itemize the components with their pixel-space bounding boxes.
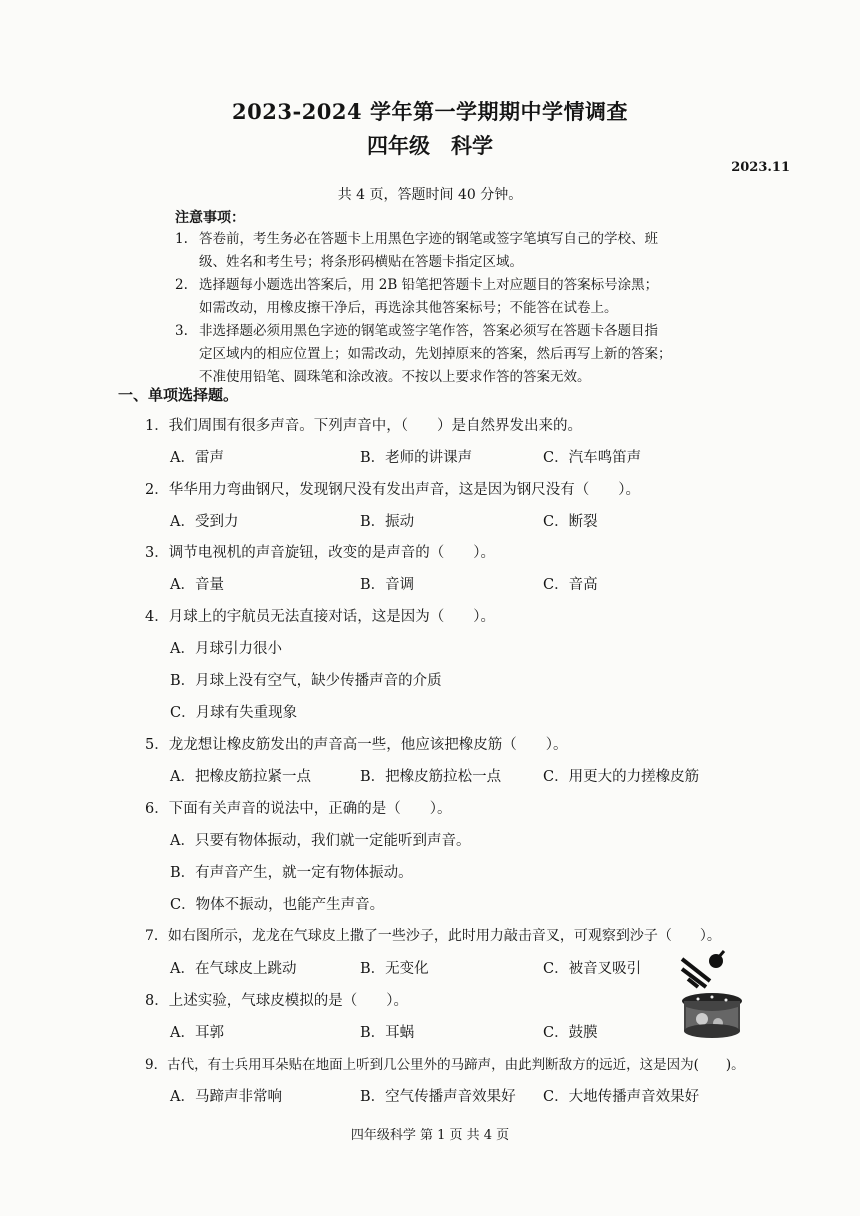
- question-option: B．空气传播声音效果好: [360, 1089, 516, 1105]
- notice-line: 不准使用铅笔、圆珠笔和涂改液。不按以上要求作答的答案无效。: [199, 369, 591, 385]
- notice-line: 如需改动，用橡皮擦干净后，再选涂其他答案标号；不能答在试卷上。: [199, 300, 618, 316]
- notice-number: 3.: [175, 323, 188, 339]
- notice-item: [175, 228, 735, 274]
- notice-number: 2.: [175, 277, 188, 293]
- question-option: C．鼓膜: [543, 1025, 598, 1041]
- notice-line: 级、姓名和考生号；将条形码横贴在答题卡指定区域。: [199, 254, 523, 270]
- question-option: B．振动: [360, 514, 415, 530]
- question-option: A．受到力: [170, 514, 239, 530]
- question-option: A．把橡皮筋拉紧一点: [170, 769, 311, 785]
- notice-line: 答卷前，考生务必在答题卡上用黑色字迹的钢笔或签字笔填写自己的学校、班: [199, 231, 658, 247]
- question-option: A．耳郭: [170, 1025, 224, 1041]
- exam-date: 2023.11: [731, 160, 790, 175]
- question-stem: 3．调节电视机的声音旋钮，改变的是声音的（ ）。: [145, 545, 495, 561]
- question-option: B．音调: [360, 577, 415, 593]
- notice-title: 注意事项：: [175, 210, 245, 226]
- question-stem: 9．古代，有士兵用耳朵贴在地面上听到几公里外的马蹄声，由此判断敌方的远近，这是因为( )。: [145, 1057, 745, 1073]
- question-option: C．断裂: [543, 514, 598, 530]
- question-stem: 7．如右图所示，龙龙在气球皮上撒了一些沙子，此时用力敲击音叉，可观察到沙子（ ）。: [145, 928, 721, 944]
- question-option: C．音高: [543, 577, 598, 593]
- question-option: C．月球有失重现象: [170, 705, 298, 721]
- question-stem: 6．下面有关声音的说法中，正确的是（ ）。: [145, 801, 452, 817]
- question-option: A．月球引力很小: [170, 641, 282, 657]
- question-stem: 1．我们周围有很多声音。下列声音中，（ ）是自然界发出来的。: [145, 418, 582, 434]
- notice-item: [175, 320, 735, 389]
- exam-title: 2023-2024 学年第一学期期中学情调查: [232, 99, 628, 124]
- question-option: A．只要有物体振动，我们就一定能听到声音。: [170, 833, 471, 849]
- page-footer: 四年级科学 第 1 页 共 4 页: [350, 1128, 510, 1143]
- question-option: B．把橡皮筋拉松一点: [360, 769, 502, 785]
- question-option: C．物体不振动，也能产生声音。: [170, 897, 385, 913]
- exam-subtitle: 四年级 科学: [367, 133, 493, 158]
- question-option: C．用更大的力搓橡皮筋: [543, 769, 700, 785]
- notice-line: 选择题每小题选出答案后，用 2B 铅笔把答题卡上对应题目的答案标号涂黑；: [199, 277, 659, 293]
- question-stem: 2．华华用力弯曲钢尺，发现钢尺没有发出声音，这是因为钢尺没有（ ）。: [145, 482, 640, 498]
- question-option: A．马蹄声非常响: [170, 1089, 282, 1105]
- question-option: C．大地传播声音效果好: [543, 1089, 700, 1105]
- notice-line: 非选择题必须用黑色字迹的钢笔或签字笔作答，答案必须写在答题卡各题目指: [199, 323, 658, 339]
- question-option: B．老师的讲课声: [360, 450, 473, 466]
- question-option: A．雷声: [170, 450, 224, 466]
- question-stem: 8．上述实验，气球皮模拟的是（ ）。: [145, 993, 408, 1009]
- section-heading: 一、单项选择题。: [118, 386, 239, 404]
- tuning-fork-icon: [682, 951, 724, 987]
- question-stem: 5．龙龙想让橡皮筋发出的声音高一些，他应该把橡皮筋（ ）。: [145, 737, 568, 753]
- question-option: B．无变化: [360, 961, 429, 977]
- question-option: A．在气球皮上跳动: [170, 961, 297, 977]
- question-stem: 4．月球上的宇航员无法直接对话，这是因为（ ）。: [145, 609, 495, 625]
- notice-list: [175, 228, 735, 389]
- tuning-fork-figure: [672, 945, 752, 1045]
- notice-number: 1.: [175, 231, 188, 247]
- question-option: B．月球上没有空气，缺少传播声音的介质: [170, 673, 442, 689]
- notice-item: [175, 274, 735, 320]
- question-option: B．耳蜗: [360, 1025, 415, 1041]
- question-option: C．汽车鸣笛声: [543, 450, 642, 466]
- question-option: A．音量: [170, 577, 224, 593]
- balloon-drum-icon: [682, 993, 742, 1038]
- question-option: B．有声音产生，就一定有物体振动。: [170, 865, 413, 881]
- notice-line: 定区域内的相应位置上；如需改动，先划掉原来的答案，然后再写上新的答案；: [199, 346, 672, 362]
- question-option: C．被音叉吸引: [543, 961, 642, 977]
- exam-info: 共 4 页，答题时间 40 分钟。: [337, 187, 523, 203]
